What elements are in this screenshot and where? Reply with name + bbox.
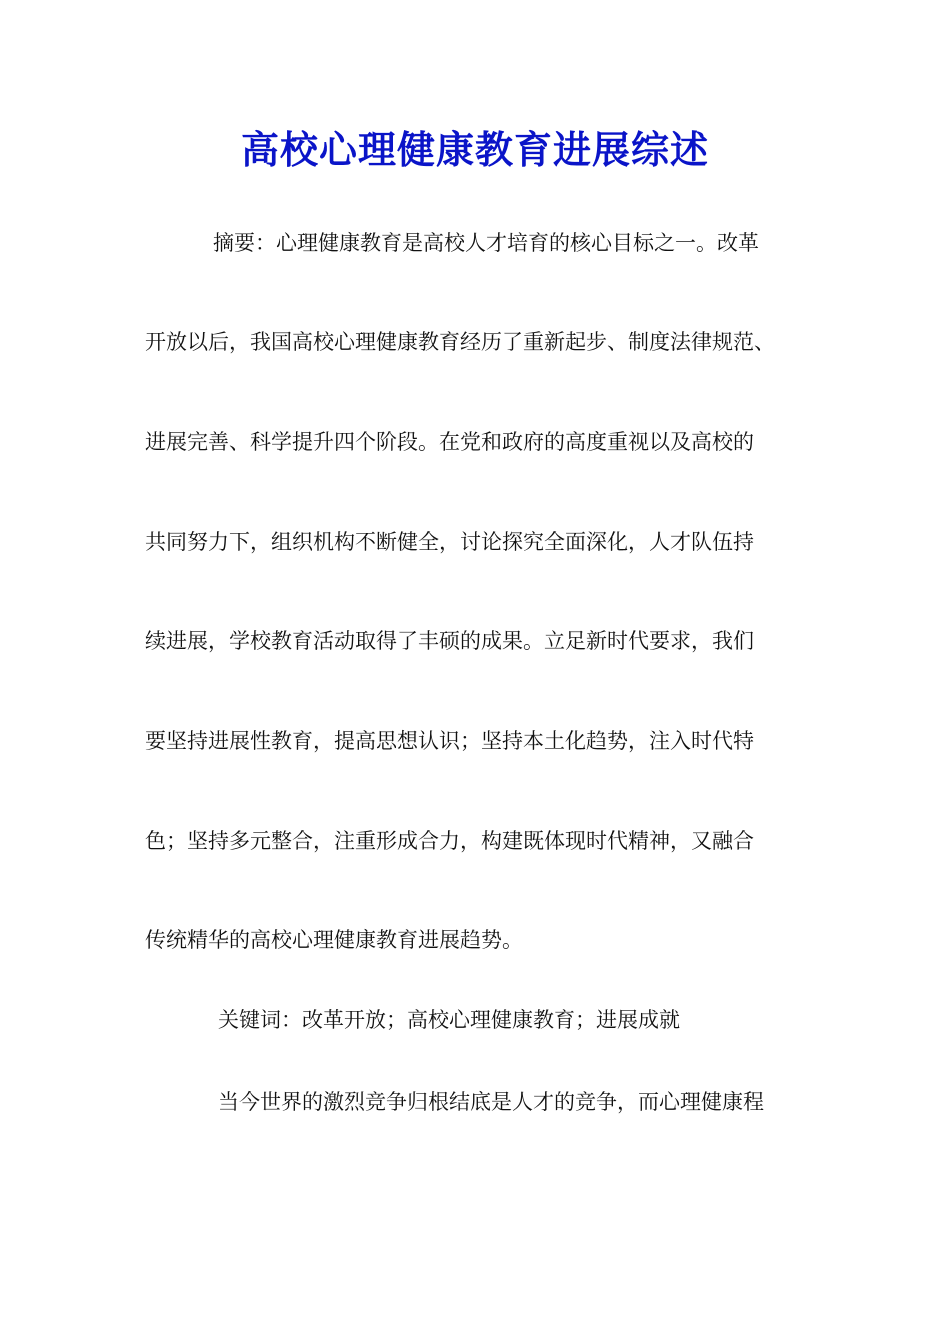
abstract-line-3: 进展完善、科学提升四个阶段。在党和政府的高度重视以及高校的 [145, 430, 754, 454]
abstract-line-2: 开放以后，我国高校心理健康教育经历了重新起步、制度法律规范、 [145, 330, 775, 354]
body-paragraph-line-1: 当今世界的激烈竞争归根结底是人才的竞争，而心理健康程 [218, 1090, 764, 1114]
abstract-line-4: 共同努力下，组织机构不断健全，讨论探究全面深化，人才队伍持 [145, 530, 754, 554]
abstract-line-6: 要坚持进展性教育，提高思想认识；坚持本土化趋势，注入时代特 [145, 729, 754, 753]
abstract-line-1: 摘要：心理健康教育是高校人才培育的核心目标之一。改革 [213, 231, 759, 255]
abstract-line-7: 色；坚持多元整合，注重形成合力，构建既体现时代精神，又融合 [145, 829, 754, 853]
abstract-line-8: 传统精华的高校心理健康教育进展趋势。 [145, 928, 523, 952]
document-title: 高校心理健康教育进展综述 [240, 127, 709, 172]
abstract-line-5: 续进展，学校教育活动取得了丰硕的成果。立足新时代要求，我们 [145, 629, 754, 653]
keywords-line: 关键词：改革开放；高校心理健康教育；进展成就 [218, 1008, 680, 1032]
